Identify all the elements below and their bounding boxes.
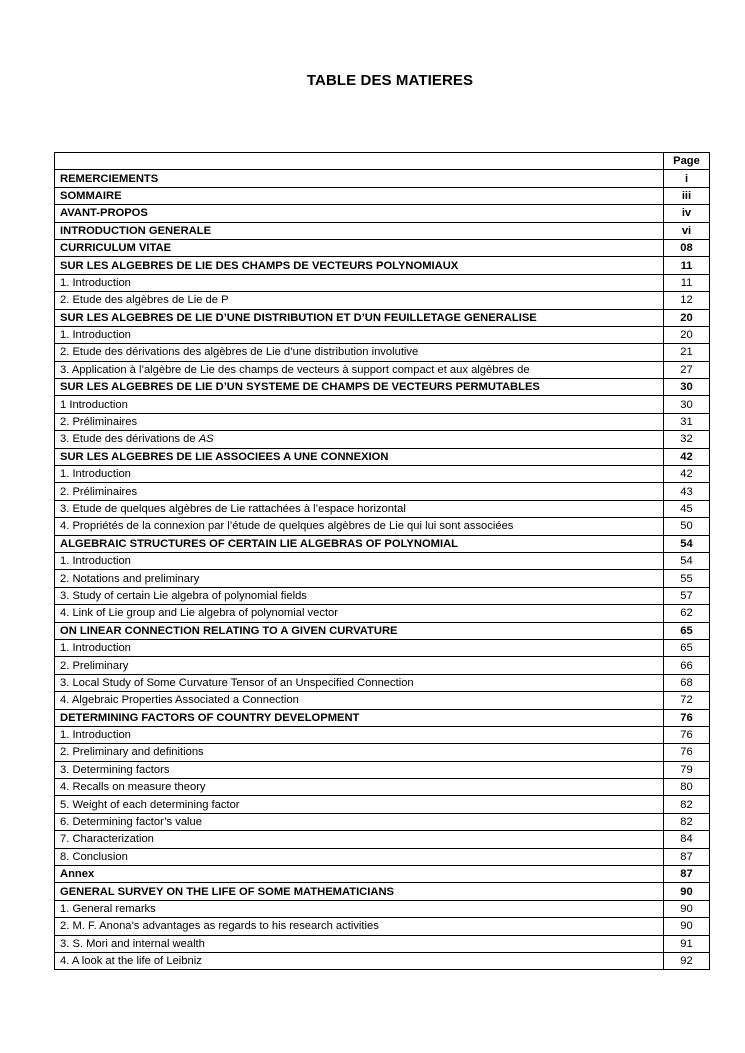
toc-entry-title-cell [55, 344, 664, 361]
toc-subsection-row [55, 813, 710, 830]
toc-entry-title: 3. Etude de quelques algèbres de Lie rattachées à l’espace horizontal [60, 503, 406, 515]
toc-entry-title: 6. Determining factor’s value [60, 816, 202, 829]
toc-subsection-row [55, 326, 710, 343]
toc-entry-page: 54 [664, 552, 710, 569]
toc-entry-title-italic: AS [198, 433, 214, 446]
toc-entry-title: DETERMINING FACTORS OF COUNTRY DEVELOPMENT [60, 711, 360, 724]
toc-entry-title: 5. Weight of each determining factor [60, 798, 240, 811]
toc-entry-title-cell [55, 674, 664, 691]
toc-subsection-row [55, 552, 710, 569]
toc-entry-page: 27 [664, 361, 710, 378]
toc-entry-title: CURRICULUM VITAE [60, 242, 172, 255]
toc-entry-title-cell [55, 448, 664, 465]
toc-entry-title: 3. Etude des dérivations de [60, 433, 199, 446]
toc-header-page-label: Page [664, 153, 710, 170]
toc-entry-title-cell [55, 379, 664, 396]
toc-subsection-row [55, 744, 710, 761]
toc-entry-page: iv [664, 205, 710, 222]
toc-entry-page: 62 [664, 605, 710, 622]
toc-entry-page: iii [664, 187, 710, 204]
toc-entry-title: 3. Determining factors [60, 763, 170, 776]
toc-entry-title: 2. Notations and preliminary [60, 572, 200, 585]
toc-entry-title: 3. Local Study of Some Curvature Tensor of an Unspecified Connection [60, 676, 414, 689]
toc-entry-title-cell [55, 779, 664, 796]
toc-entry-title-cell [55, 813, 664, 830]
toc-entry-title-cell [55, 709, 664, 726]
toc-subsection-row [55, 466, 710, 483]
toc-entry-title: 4. Recalls on measure theory [60, 781, 206, 794]
toc-entry-page: 42 [664, 466, 710, 483]
toc-entry-page: 90 [664, 918, 710, 935]
toc-entry-title: 1. Introduction [60, 276, 131, 289]
toc-entry-title: 1. General remarks [60, 902, 156, 915]
toc-subsection-row [55, 952, 710, 969]
toc-section-row [55, 883, 710, 900]
toc-entry-title: AVANT-PROPOS [60, 207, 148, 220]
toc-entry-title: INTRODUCTION GENERALE [60, 224, 212, 237]
toc-entry-title-cell [55, 170, 664, 187]
toc-entry-page: 30 [664, 396, 710, 413]
toc-entry-page: 32 [664, 431, 710, 448]
toc-entry-title-cell [55, 848, 664, 865]
toc-subsection-row [55, 413, 710, 430]
toc-entry-page: 31 [664, 413, 710, 430]
toc-entry-title: 2. Preliminary [60, 659, 129, 672]
toc-entry-page: 90 [664, 900, 710, 917]
toc-entry-page: 21 [664, 344, 710, 361]
toc-entry-title: 1. Introduction [60, 555, 131, 568]
toc-entry-title: ON LINEAR CONNECTION RELATING TO A GIVEN CURVATURE [60, 624, 398, 637]
toc-subsection-row [55, 918, 710, 935]
toc-header-row [55, 153, 710, 170]
toc-entry-title: SUR LES ALGEBRES DE LIE ASSOCIEES A UNE CONNEXION [60, 450, 389, 463]
toc-entry-page: 76 [664, 744, 710, 761]
toc-subsection-row [55, 779, 710, 796]
toc-entry-page: 80 [664, 779, 710, 796]
toc-section-row [55, 379, 710, 396]
toc-entry-title: 1. Introduction [60, 729, 131, 742]
toc-entry-page: 30 [664, 379, 710, 396]
toc-entry-page: 82 [664, 796, 710, 813]
toc-entry-title: REMERCIEMENTS [60, 172, 159, 185]
toc-entry-title-cell [55, 552, 664, 569]
toc-subsection-row [55, 639, 710, 656]
toc-section-row [55, 205, 710, 222]
toc-entry-title-cell [55, 274, 664, 291]
toc-entry-title: 2. Preliminary and definitions [60, 746, 204, 759]
toc-entry-title: 4. Propriétés de la connexion par l’étude de quelques algèbres de Lie qui lui sont associées [60, 520, 514, 533]
toc-entry-title: 3. Application à l’algèbre de Lie des champs de vecteurs à support compact et aux algèbres de [60, 363, 530, 376]
toc-subsection-row [55, 674, 710, 691]
toc-entry-title-cell [55, 900, 664, 917]
toc-entry-page: 66 [664, 657, 710, 674]
toc-subsection-row [55, 900, 710, 917]
toc-section-row [55, 535, 710, 552]
toc-subsection-row [55, 361, 710, 378]
toc-section-row [55, 222, 710, 239]
toc-entry-title: SUR LES ALGEBRES DE LIE D’UNE DISTRIBUTION ET D’UN FEUILLETAGE GENERALISE [60, 311, 537, 324]
toc-subsection-row [55, 570, 710, 587]
toc-subsection-row [55, 657, 710, 674]
toc-entry-title: 1. Introduction [60, 329, 131, 342]
toc-entry-page: 92 [664, 952, 710, 969]
toc-entry-title: 2. Etude des dérivations des algèbres de Lie d’une distribution involutive [60, 346, 419, 359]
toc-entry-title-cell [55, 257, 664, 274]
toc-body [55, 153, 710, 970]
toc-entry-title-cell [55, 831, 664, 848]
toc-subsection-row [55, 587, 710, 604]
toc-entry-page: 90 [664, 883, 710, 900]
toc-section-row [55, 622, 710, 639]
toc-entry-page: 11 [664, 257, 710, 274]
toc-entry-page: i [664, 170, 710, 187]
toc-entry-page: 76 [664, 726, 710, 743]
toc-entry-title-cell [55, 431, 664, 448]
toc-subsection-row [55, 344, 710, 361]
toc-entry-title-cell [55, 587, 664, 604]
toc-section-row [55, 309, 710, 326]
toc-entry-page: 57 [664, 587, 710, 604]
toc-entry-title-cell [55, 535, 664, 552]
toc-entry-title-cell [55, 222, 664, 239]
toc-subsection-row [55, 518, 710, 535]
toc-entry-page: 79 [664, 761, 710, 778]
toc-entry-title-cell [55, 605, 664, 622]
toc-entry-title-cell [55, 726, 664, 743]
toc-entry-title-cell [55, 413, 664, 430]
toc-entry-title: SOMMAIRE [60, 189, 122, 202]
toc-entry-title-cell [55, 205, 664, 222]
toc-entry-title-cell [55, 518, 664, 535]
toc-entry-page: 50 [664, 518, 710, 535]
toc-section-row [55, 257, 710, 274]
toc-entry-title-cell [55, 570, 664, 587]
toc-section-row [55, 187, 710, 204]
toc-entry-page: 20 [664, 326, 710, 343]
toc-header-title-cell [55, 153, 664, 170]
toc-entry-title-cell [55, 883, 664, 900]
toc-entry-page: 11 [664, 274, 710, 291]
toc-subsection-row [55, 848, 710, 865]
toc-entry-page: 54 [664, 535, 710, 552]
toc-subsection-row [55, 726, 710, 743]
toc-entry-title: 4. Link of Lie group and Lie algebra of polynomial vector [60, 607, 338, 620]
toc-entry-title: 1 Introduction [60, 398, 128, 411]
toc-entry-page: 84 [664, 831, 710, 848]
toc-subsection-row [55, 935, 710, 952]
toc-entry-title-cell [55, 326, 664, 343]
toc-entry-title-cell [55, 692, 664, 709]
toc-entry-title-cell [55, 187, 664, 204]
toc-entry-title-cell [55, 796, 664, 813]
toc-entry-page: 91 [664, 935, 710, 952]
toc-entry-page: vi [664, 222, 710, 239]
toc-subsection-row [55, 692, 710, 709]
toc-entry-title: SUR LES ALGEBRES DE LIE D’UN SYSTEME DE CHAMPS DE VECTEURS PERMUTABLES [60, 381, 540, 394]
toc-entry-title-cell [55, 639, 664, 656]
toc-entry-title: 2. Préliminaires [60, 485, 138, 498]
toc-subsection-row [55, 605, 710, 622]
toc-entry-page: 42 [664, 448, 710, 465]
toc-entry-title-cell [55, 466, 664, 483]
toc-entry-title-cell [55, 744, 664, 761]
toc-entry-title-cell [55, 483, 664, 500]
toc-entry-page: 72 [664, 692, 710, 709]
page-title: TABLE DES MATIERES [306, 72, 474, 89]
toc-entry-page: 65 [664, 622, 710, 639]
toc-entry-title: 8. Conclusion [60, 850, 128, 863]
toc-section-row [55, 170, 710, 187]
toc-entry-title-cell [55, 361, 664, 378]
toc-entry-title: GENERAL SURVEY ON THE LIFE OF SOME MATHEMATICIANS [60, 885, 394, 898]
toc-entry-title-cell [55, 239, 664, 256]
toc-entry-title-cell [55, 918, 664, 935]
toc-entry-page: 76 [664, 709, 710, 726]
toc-entry-page: 65 [664, 639, 710, 656]
toc-entry-title: 2. Etude des algèbres de Lie de P [60, 294, 229, 307]
toc-subsection-row [55, 431, 710, 448]
toc-entry-title: 4. A look at the life of Leibniz [60, 955, 202, 968]
toc-entry-title-cell [55, 761, 664, 778]
toc-subsection-row [55, 274, 710, 291]
toc-entry-page: 82 [664, 813, 710, 830]
toc-entry-title: SUR LES ALGEBRES DE LIE DES CHAMPS DE VECTEURS POLYNOMIAUX [60, 259, 459, 272]
toc-entry-title: 1. Introduction [60, 642, 131, 655]
toc-entry-title: 4. Algebraic Properties Associated a Connection [60, 694, 299, 707]
toc-entry-page: 87 [664, 848, 710, 865]
toc-entry-page: 55 [664, 570, 710, 587]
toc-subsection-row [55, 483, 710, 500]
toc-entry-title: 2. M. F. Anona’s advantages as regards to his research activities [60, 920, 379, 933]
toc-entry-title-cell [55, 309, 664, 326]
toc-subsection-row [55, 796, 710, 813]
toc-entry-title-cell [55, 657, 664, 674]
toc-entry-title-cell [55, 952, 664, 969]
toc-section-row [55, 239, 710, 256]
toc-section-row [55, 448, 710, 465]
toc-section-row [55, 709, 710, 726]
toc-entry-title-cell [55, 396, 664, 413]
toc-subsection-row [55, 761, 710, 778]
toc-entry-title: 1. Introduction [60, 468, 131, 481]
toc-entry-title-cell [55, 866, 664, 883]
toc-entry-title-cell [55, 935, 664, 952]
toc-section-row [55, 866, 710, 883]
toc-entry-page: 87 [664, 866, 710, 883]
toc-entry-title-cell [55, 500, 664, 517]
toc-subsection-row [55, 500, 710, 517]
toc-entry-title: Annex [60, 868, 95, 881]
toc-entry-title: 3. Study of certain Lie algebra of polynomial fields [60, 589, 307, 602]
toc-entry-page: 68 [664, 674, 710, 691]
toc-entry-title-cell [55, 622, 664, 639]
toc-subsection-row [55, 396, 710, 413]
toc-table [54, 152, 710, 970]
toc-entry-title: 3. S. Mori and internal wealth [60, 937, 205, 950]
toc-subsection-row [55, 831, 710, 848]
toc-entry-title: ALGEBRAIC STRUCTURES OF CERTAIN LIE ALGEBRAS OF POLYNOMIAL [60, 537, 458, 550]
toc-entry-page: 20 [664, 309, 710, 326]
toc-subsection-row [55, 292, 710, 309]
toc-entry-page: 08 [664, 239, 710, 256]
toc-entry-title-cell [55, 292, 664, 309]
toc-entry-title: 2. Préliminaires [60, 416, 138, 429]
toc-entry-title: 7. Characterization [60, 833, 154, 846]
toc-entry-page: 43 [664, 483, 710, 500]
toc-entry-page: 12 [664, 292, 710, 309]
toc-entry-page: 45 [664, 500, 710, 517]
